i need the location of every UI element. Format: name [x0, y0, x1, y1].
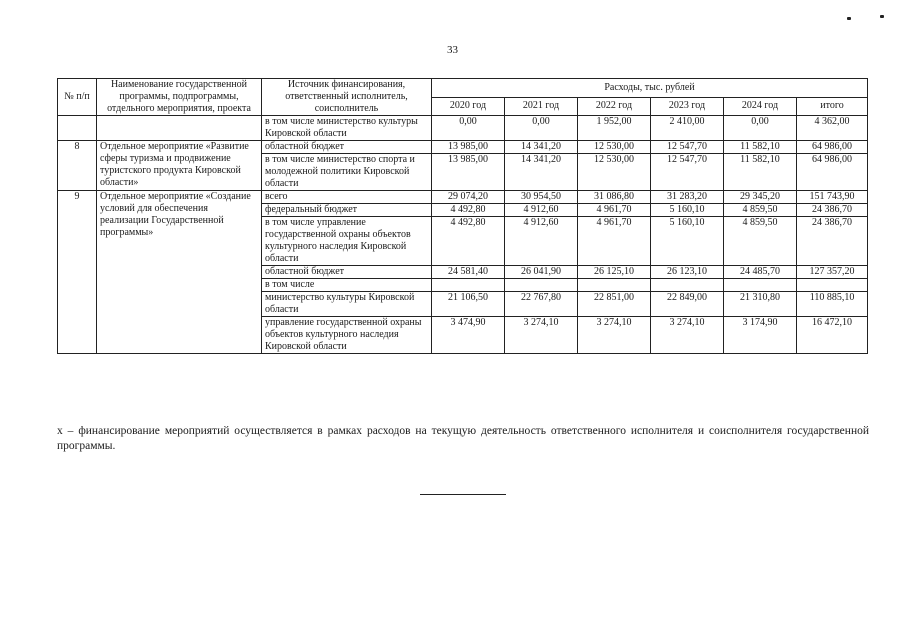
value-2020: 21 106,50: [432, 292, 505, 317]
value-2024: 4 859,50: [724, 204, 797, 217]
value-2023: 5 160,10: [651, 204, 724, 217]
table-row: [58, 191, 868, 204]
value-2021: 26 041,90: [505, 266, 578, 279]
value-2020: 0,00: [432, 116, 505, 141]
table-row: [58, 141, 868, 154]
value-total: 64 986,00: [797, 154, 868, 191]
value-2024: 3 174,90: [724, 317, 797, 354]
value-2023: 22 849,00: [651, 292, 724, 317]
header-year-2021: 2021 год: [505, 97, 578, 116]
value-total: 4 362,00: [797, 116, 868, 141]
value-2022: 4 961,70: [578, 217, 651, 266]
value-2020: 4 492,80: [432, 204, 505, 217]
value-2021: 4 912,60: [505, 217, 578, 266]
value-total: 127 357,20: [797, 266, 868, 279]
value-2024: 21 310,80: [724, 292, 797, 317]
row-program-name: Отдельное мероприятие «Создание условий для обеспечения реализации Государственной программы»: [97, 191, 262, 354]
funding-source-cell: всего: [262, 191, 432, 204]
row-number: 8: [58, 141, 97, 191]
funding-source-cell: в том числе управление государственной охраны объектов культурного наследия Кировской области: [262, 217, 432, 266]
value-2023: 12 547,70: [651, 154, 724, 191]
value-2023: 5 160,10: [651, 217, 724, 266]
header-year-2023: 2023 год: [651, 97, 724, 116]
value-2021: 3 274,10: [505, 317, 578, 354]
header-number: № п/п: [58, 79, 97, 116]
header-total: итого: [797, 97, 868, 116]
value-2021: 22 767,80: [505, 292, 578, 317]
value-2024: 0,00: [724, 116, 797, 141]
funding-source-cell: в том числе: [262, 279, 432, 292]
value-2020: 13 985,00: [432, 154, 505, 191]
header-row-top: [58, 79, 868, 98]
row-program-name: [97, 116, 262, 141]
funding-source-cell: в том числе министерство спорта и молодежной политики Кировской области: [262, 154, 432, 191]
value-2023: 31 283,20: [651, 191, 724, 204]
value-2021: [505, 279, 578, 292]
value-2024: 11 582,10: [724, 154, 797, 191]
value-2023: 26 123,10: [651, 266, 724, 279]
value-total: 24 386,70: [797, 204, 868, 217]
value-2020: 24 581,40: [432, 266, 505, 279]
header-year-2024: 2024 год: [724, 97, 797, 116]
funding-source-cell: управление государственной охраны объектов культурного наследия Кировской области: [262, 317, 432, 354]
value-2022: 3 274,10: [578, 317, 651, 354]
value-2021: 4 912,60: [505, 204, 578, 217]
value-2024: 24 485,70: [724, 266, 797, 279]
header-year-2022: 2022 год: [578, 97, 651, 116]
value-2024: [724, 279, 797, 292]
header-expenses: Расходы, тыс. рублей: [432, 79, 868, 98]
value-2022: 31 086,80: [578, 191, 651, 204]
value-total: [797, 279, 868, 292]
value-2021: 14 341,20: [505, 141, 578, 154]
value-2020: 29 074,20: [432, 191, 505, 204]
value-2021: 14 341,20: [505, 154, 578, 191]
value-2023: 3 274,10: [651, 317, 724, 354]
value-2024: 29 345,20: [724, 191, 797, 204]
value-2020: 4 492,80: [432, 217, 505, 266]
header-year-2020: 2020 год: [432, 97, 505, 116]
value-2020: [432, 279, 505, 292]
value-2020: 13 985,00: [432, 141, 505, 154]
footnote: х – финансирование мероприятий осуществляется в рамках расходов на текущую деятельность ответственного исполнителя и соисполнителя государственной программы.: [57, 425, 869, 452]
funding-source-cell: областной бюджет: [262, 141, 432, 154]
value-total: 16 472,10: [797, 317, 868, 354]
value-2022: 12 530,00: [578, 154, 651, 191]
funding-source-cell: областной бюджет: [262, 266, 432, 279]
financing-table: [57, 78, 868, 354]
page-number: 33: [447, 44, 458, 56]
value-2023: 12 547,70: [651, 141, 724, 154]
value-total: 24 386,70: [797, 217, 868, 266]
value-2020: 3 474,90: [432, 317, 505, 354]
value-2022: [578, 279, 651, 292]
value-2023: 2 410,00: [651, 116, 724, 141]
scan-speck-right: [880, 15, 884, 18]
row-number: 9: [58, 191, 97, 354]
value-2024: 4 859,50: [724, 217, 797, 266]
header-program-name: Наименование государственной программы, подпрограммы, отдельного мероприятия, проекта: [97, 79, 262, 116]
value-total: 110 885,10: [797, 292, 868, 317]
funding-source-cell: в том числе министерство культуры Кировской области: [262, 116, 432, 141]
row-number: [58, 116, 97, 141]
value-2022: 4 961,70: [578, 204, 651, 217]
funding-source-cell: федеральный бюджет: [262, 204, 432, 217]
value-2021: 30 954,50: [505, 191, 578, 204]
value-2024: 11 582,10: [724, 141, 797, 154]
value-2021: 0,00: [505, 116, 578, 141]
end-rule: [420, 494, 506, 495]
value-2022: 1 952,00: [578, 116, 651, 141]
scan-speck-left: [847, 17, 851, 20]
value-2022: 26 125,10: [578, 266, 651, 279]
row-program-name: Отдельное мероприятие «Развитие сферы туризма и продвижение туристского продукта Кировской области»: [97, 141, 262, 191]
value-2022: 22 851,00: [578, 292, 651, 317]
value-total: 151 743,90: [797, 191, 868, 204]
value-2023: [651, 279, 724, 292]
value-2022: 12 530,00: [578, 141, 651, 154]
value-total: 64 986,00: [797, 141, 868, 154]
header-funding-source: Источник финансирования, ответственный исполнитель, соисполнитель: [262, 79, 432, 116]
funding-source-cell: министерство культуры Кировской области: [262, 292, 432, 317]
table-row: [58, 116, 868, 141]
